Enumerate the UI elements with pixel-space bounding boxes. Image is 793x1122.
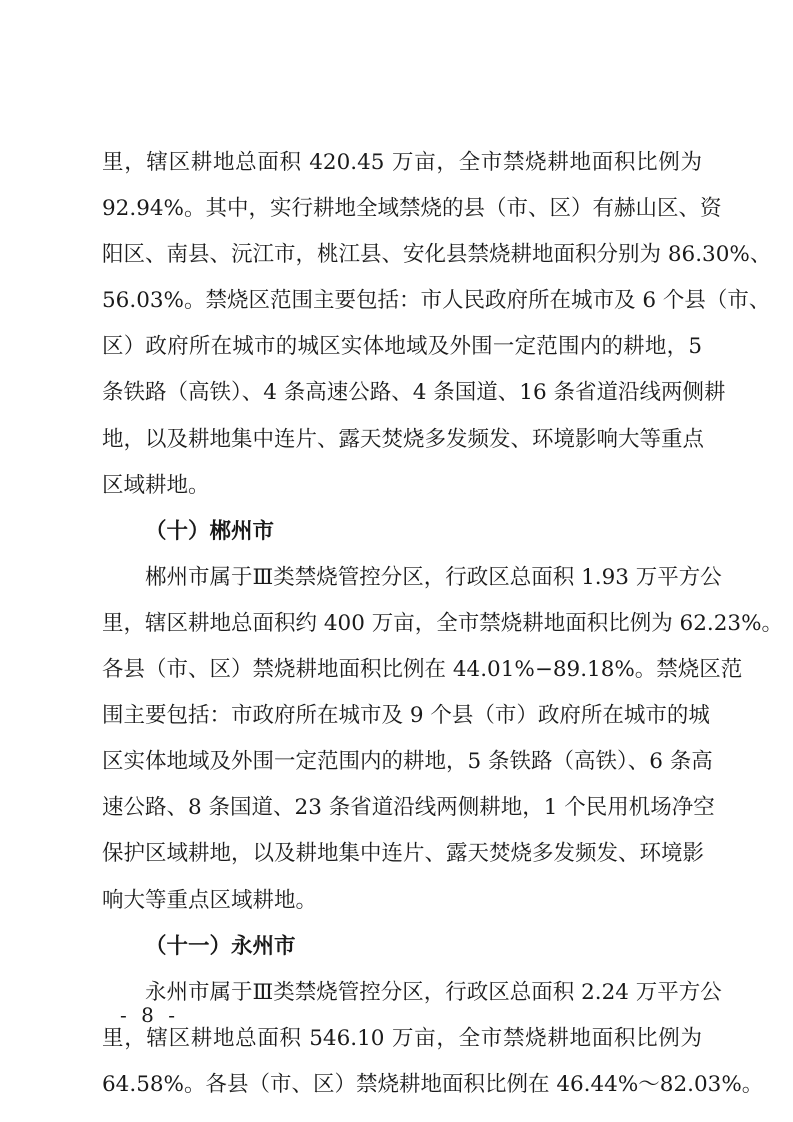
document-body: [102, 140, 784, 1108]
body-line: 保护区域耕地，以及耕地集中连片、露天焚烧多发频发、环境影: [102, 841, 705, 867]
body-line: 围主要包括：市政府所在城市及 9 个县（市）政府所在城市的城: [102, 703, 710, 729]
section-heading-chenzhou: （十）郴州市: [145, 518, 275, 544]
body-line: 响大等重点区域耕地。: [102, 887, 318, 913]
body-line: 速公路、8 条国道、23 条省道沿线两侧耕地，1 个民用机场净空: [102, 795, 715, 821]
body-line: 64.58%。各县（市、区）禁烧耕地面积比例在 46.44%～82.03%。: [102, 1071, 764, 1097]
body-line: 区实体地域及外围一定范围内的耕地，5 条铁路（高铁）、6 条高: [102, 749, 713, 775]
body-line: 里，辖区耕地总面积 546.10 万亩，全市禁烧耕地面积比例为: [102, 1025, 702, 1051]
page-number: - 8 -: [120, 1003, 179, 1027]
body-line: 阳区、南县、沅江市，桃江县、安化县禁烧耕地面积分别为 86.30%、: [102, 242, 772, 268]
body-line: 区）政府所在城市的城区实体地域及外围一定范围内的耕地，5: [102, 334, 702, 360]
body-line: 92.94%。其中，实行耕地全域禁烧的县（市、区）有赫山区、资: [102, 196, 722, 222]
body-line: 永州市属于Ⅲ类禁烧管控分区，行政区总面积 2.24 万平方公: [145, 979, 722, 1005]
body-line: 56.03%。禁烧区范围主要包括：市人民政府所在城市及 6 个县（市、: [102, 288, 771, 314]
body-line: 区域耕地。: [102, 472, 210, 498]
body-line: 地，以及耕地集中连片、露天焚烧多发频发、环境影响大等重点: [102, 426, 705, 452]
body-line: 各县（市、区）禁烧耕地面积比例在 44.01%−89.18%。禁烧区范: [102, 657, 743, 683]
body-line: 里，辖区耕地总面积 420.45 万亩，全市禁烧耕地面积比例为: [102, 150, 702, 175]
section-heading-yongzhou: （十一）永州市: [145, 933, 296, 959]
body-line: 郴州市属于Ⅲ类禁烧管控分区，行政区总面积 1.93 万平方公: [145, 564, 722, 590]
body-line: 里，辖区耕地总面积约 400 万亩，全市禁烧耕地面积比例为 62.23%。: [102, 610, 784, 636]
body-line: 条铁路（高铁）、4 条高速公路、4 条国道、16 条省道沿线两侧耕: [102, 380, 726, 406]
